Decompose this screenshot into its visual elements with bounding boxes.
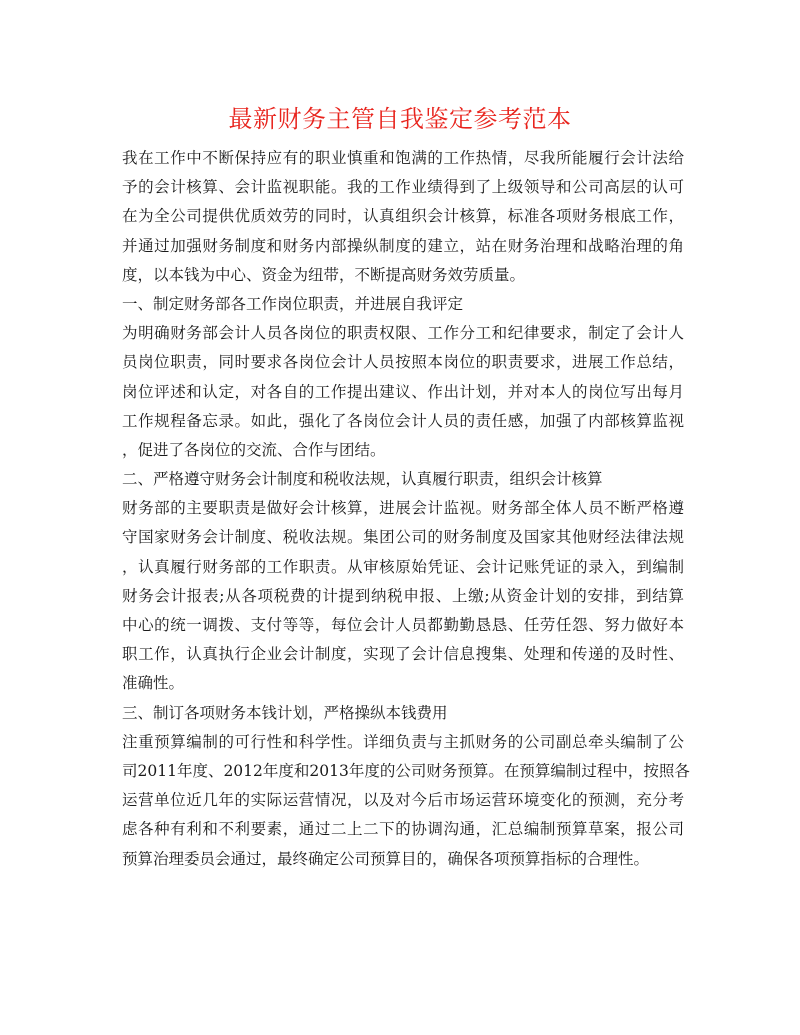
text-line: 职工作，认真执行企业会计制度，实现了会计信息搜集、处理和传递的及时性、 — [122, 645, 684, 664]
text-line: 守国家财务会计制度、税收法规。集团公司的财务制度及国家其他财经法律法规 — [122, 528, 684, 547]
text-line: 预算治理委员会通过，最终确定公司预算目的，确保各项预算指标的合理性。 — [122, 849, 650, 868]
text-line: 准确性。 — [122, 674, 185, 693]
text-line: 予的会计核算、会计监视职能。我的工作业绩得到了上级领导和公司高层的认可 — [122, 178, 684, 197]
text-line: 财务部的主要职责是做好会计核算，进展会计监视。财务部全体人员不断严格遵 — [122, 499, 684, 518]
text-line: 在为全公司提供优质效劳的同时，认真组织会计核算，标准各项财务根底工作， — [122, 207, 684, 226]
text-line: 并通过加强财务制度和财务内部操纵制度的建立，站在财务治理和战略治理的角 — [122, 236, 684, 255]
text-line: 虑各种有利和不利要素，通过二上二下的协调沟通，汇总编制预算草案，报公司 — [122, 820, 684, 839]
text-line: 注重预算编制的可行性和科学性。详细负责与主抓财务的公司副总牵头编制了公 — [122, 732, 684, 751]
text-line: 中心的统一调拨、支付等等，每位会计人员都勤勤恳恳、任劳任怨、努力做好本 — [122, 616, 684, 634]
section-heading: 一、制定财务部各工作岗位职责，并进展自我评定 — [122, 294, 464, 313]
text-line: 工作规程备忘录。如此，强化了各岗位会计人员的责任感，加强了内部核算监视 — [122, 411, 684, 430]
text-line: 运营单位近几年的实际运营情况，以及对今后市场运营环境变化的预测，充分考 — [122, 791, 684, 810]
text-line: 司2011年度、2012年度和2013年度的公司财务预算。在预算编制过程中，按照各 — [122, 761, 690, 780]
document-title: 最新财务主管自我鉴定参考范本 — [228, 105, 572, 133]
text-line: ，促进了各岗位的交流、合作与团结。 — [122, 440, 386, 459]
text-line: 我在工作中不断保持应有的职业慎重和饱满的工作热情，尽我所能履行会计法给 — [122, 149, 684, 167]
text-line: 为明确财务部会计人员各岗位的职责权限、工作分工和纪律要求，制定了会计人 — [122, 324, 684, 343]
section-heading: 三、制订各项财务本钱计划，严格操纵本钱费用 — [122, 703, 448, 722]
text-line: 财务会计报表;从各项税费的计提到纳税申报、上缴;从资金计划的安排，到结算 — [122, 586, 684, 605]
text-line: 度，以本钱为中心、资金为纽带，不断提高财务效劳质量。 — [122, 265, 526, 284]
text-line: 员岗位职责，同时要求各岗位会计人员按照本岗位的职责要求，进展工作总结， — [122, 353, 684, 372]
document-body — [122, 144, 690, 874]
text-line: 岗位评述和认定，对各自的工作提出建议、作出计划，并对本人的岗位写出每月 — [122, 382, 684, 401]
text-line: ，认真履行财务部的工作职责。从审核原始凭证、会计记账凭证的录入，到编制 — [122, 557, 684, 576]
section-heading: 二、严格遵守财务会计制度和税收法规，认真履行职责，组织会计核算 — [122, 470, 603, 489]
